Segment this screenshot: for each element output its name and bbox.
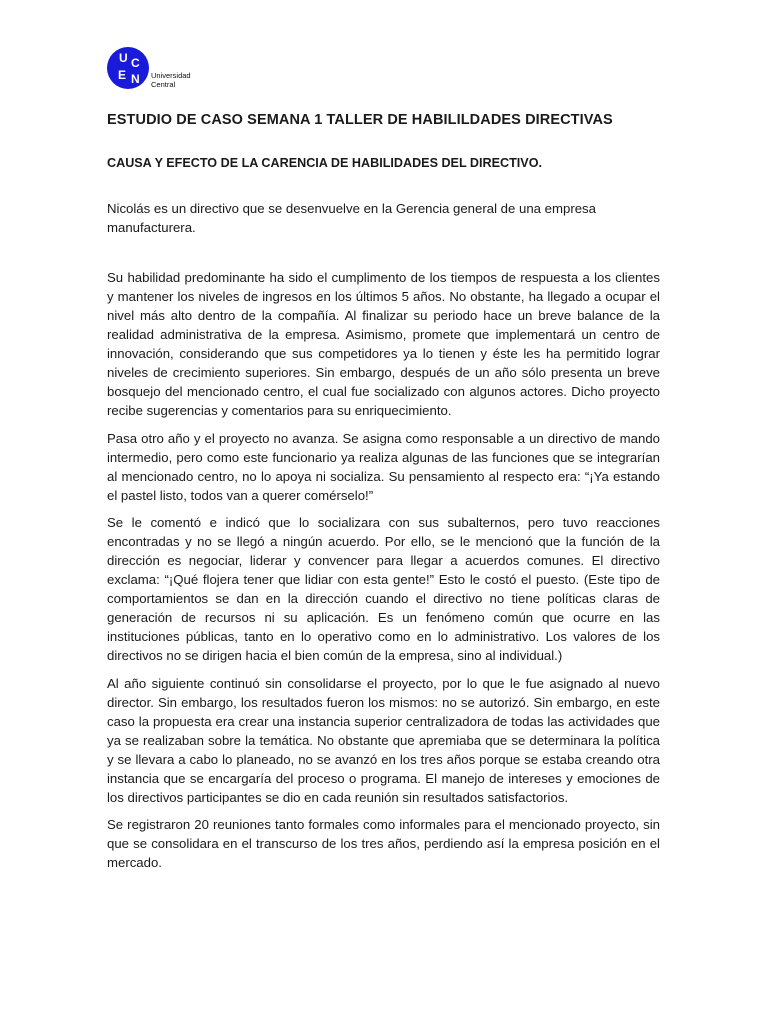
paragraph-3: Pasa otro año y el proyecto no avanza. Se asigna como responsable a un directivo de mando intermedio, pero como este funcionario ya realiza algunas de las funciones que se integrarían al mencionado centro, no lo apoya ni socializa. Su pensamiento al respecto era: “¡Ya estando el pastel listo, todos van a querer comérselo!” bbox=[107, 430, 660, 503]
paragraph-2: Su habilidad predominante ha sido el cumplimento de los tiempos de respuesta a los clientes y mantener los niveles de ingresos en los últimos 5 años. No obstante, ha llegado a ocupar el nivel más alto dentro de la compañía. Al finalizar su periodo hace un breve balance de la realidad administrativa de la empresa. Asimismo, promete que implementará un centro de innovación, considerando que sus competidores ya lo tienen y éste les ha permitido lograr niveles de crecimiento superiores. Sin embargo, después de un año sólo presenta un breve bosquejo del mencionado centro, el cual fue socializado con algunos actores. Dicho proyecto recibe sugerencias y comentarios para su enriquecimiento. bbox=[107, 270, 660, 418]
paragraph-6: Se registraron 20 reuniones tanto formales como informales para el mencionado proyecto, sin que se consolidara en el transcurso de los tres años, perdiendo así la empresa posición en el mercado. bbox=[107, 817, 660, 870]
paragraph-4: Se le comentó e indicó que lo socializara con sus subalternos, pero tuvo reacciones encontradas y no se llegó a ningún acuerdo. Por ello, se le mencionó que la función de la dirección es negociar, liderar y convencer para llegar a acuerdos comunes. El directivo exclama: “¡Qué flojera tener que lidiar con esta gente!” Esto le costó el puesto. (Este tipo de comportamientos se dan en la dirección cuando el directivo no tiene políticas claras de generación de recursos ni su aplicación. Es un fenómeno común que ocurre en las instituciones públicas, tanto en lo operativo como en lo administrativo. Los valores de los directivos no se dirigen hacia el bien común de la empresa, sino al individual.) bbox=[107, 515, 660, 663]
logo-line-1: Universidad bbox=[151, 71, 191, 80]
logo-letter-u: U bbox=[119, 51, 128, 65]
ucen-seal-icon bbox=[107, 45, 149, 91]
document-body bbox=[107, 199, 660, 881]
logo-line-2: Central bbox=[151, 80, 176, 89]
paragraph-1: Nicolás es un directivo que se desenvuelve en la Gerencia general de una empresa manufacturera. bbox=[107, 201, 596, 235]
document-subtitle: CAUSA Y EFECTO DE LA CARENCIA DE HABILIDADES DEL DIRECTIVO. bbox=[107, 156, 542, 170]
logo-letter-n: N bbox=[131, 72, 140, 86]
document-title: ESTUDIO DE CASO SEMANA 1 TALLER DE HABILILDADES DIRECTIVAS bbox=[107, 112, 613, 128]
logo-letter-e: E bbox=[118, 68, 127, 82]
paragraph-5: Al año siguiente continuó sin consolidarse el proyecto, por lo que le fue asignado al nuevo director. Sin embargo, los resultados fueron los mismos: no se autorizó. Sin embargo, en este caso la propuesta era crear una instancia superior centralizadora de todas las actividades que ya se realizaban sobre la temática. No obstante que apremiaba que se determinara la política y se llevara a cabo lo planeado, no se avanzó en los tres años porque se estaba creando otra instancia que se encargaría del proceso o programa. El manejo de intereses y emociones de los directivos participantes se dio en cada reunión sin resultados satisfactorios. bbox=[107, 675, 660, 805]
logo-wordmark bbox=[151, 71, 191, 89]
university-logo bbox=[107, 45, 217, 91]
logo-letter-c: C bbox=[131, 56, 140, 70]
